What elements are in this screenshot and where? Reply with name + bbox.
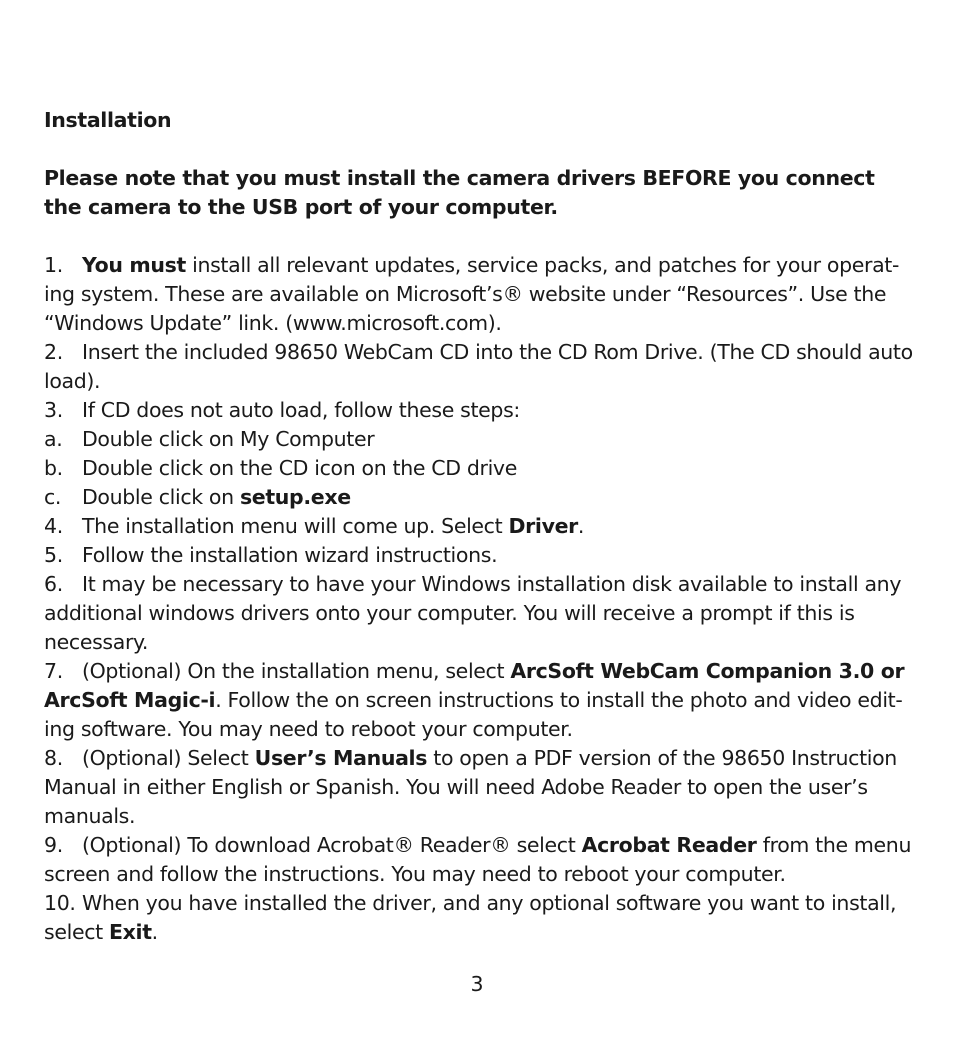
step-number: 9. bbox=[44, 833, 63, 857]
step-emphasis: Acrobat Reader bbox=[581, 833, 757, 857]
step-text: If CD does not auto load, follow these steps: bbox=[82, 398, 520, 422]
step-number: 6. bbox=[44, 572, 63, 596]
step-emphasis: setup.exe bbox=[239, 485, 351, 509]
step-number: 1. bbox=[44, 253, 63, 277]
step-3a bbox=[44, 425, 916, 454]
step-text-after: . bbox=[577, 514, 585, 538]
step-5 bbox=[44, 541, 916, 570]
step-text-after: from the menu screen and follow the instructions. You may need to reboot your computer. bbox=[44, 833, 912, 886]
step-1 bbox=[44, 251, 916, 338]
step-3 bbox=[44, 396, 916, 425]
step-emphasis: Exit bbox=[108, 920, 152, 944]
step-number: c. bbox=[44, 485, 62, 509]
step-9 bbox=[44, 831, 916, 889]
step-number: 8. bbox=[44, 746, 63, 770]
step-number: 2. bbox=[44, 340, 63, 364]
step-text: The installation menu will come up. Select bbox=[82, 514, 509, 538]
step-text: (Optional) Select bbox=[82, 746, 255, 770]
step-8 bbox=[44, 744, 916, 831]
page-number: 3 bbox=[470, 972, 484, 996]
step-number: 4. bbox=[44, 514, 63, 538]
step-text: (Optional) On the installation menu, select bbox=[82, 659, 511, 683]
step-text: Double click on the CD icon on the CD drive bbox=[82, 456, 517, 480]
step-number: b. bbox=[44, 456, 63, 480]
step-text-after: . bbox=[151, 920, 158, 944]
step-emphasis: You must bbox=[82, 253, 186, 277]
step-text: (Optional) To download Acrobat® Reader® select bbox=[82, 833, 582, 857]
step-text: install all relevant updates, service packs, and patches for your operat- ing system. These are available on Microsoft’s® website under “Resources”. Use the “Windows Update” link. (www.microsoft.com). bbox=[44, 253, 900, 335]
step-text: Double click on My Computer bbox=[82, 427, 375, 451]
step-number: 7. bbox=[44, 659, 63, 683]
step-emphasis: User’s Manuals bbox=[254, 746, 428, 770]
step-6 bbox=[44, 570, 916, 657]
step-emphasis: ArcSoft WebCam Companion 3.0 or ArcSoft Magic-i bbox=[44, 659, 905, 712]
step-3c bbox=[44, 483, 916, 512]
step-4 bbox=[44, 512, 916, 541]
step-number: a. bbox=[44, 427, 63, 451]
step-10 bbox=[44, 889, 916, 947]
step-text: Insert the included 98650 WebCam CD into the CD Rom Drive. (The CD should auto load). bbox=[44, 340, 913, 393]
step-3b bbox=[44, 454, 916, 483]
step-number: 10. bbox=[44, 891, 76, 915]
document-page bbox=[44, 106, 916, 947]
step-number: 3. bbox=[44, 398, 63, 422]
step-text: Double click on bbox=[82, 485, 240, 509]
step-number: 5. bbox=[44, 543, 63, 567]
section-heading: Installation bbox=[44, 108, 172, 132]
step-2 bbox=[44, 338, 916, 396]
step-emphasis: Driver bbox=[508, 514, 578, 538]
installation-steps bbox=[44, 251, 916, 947]
step-text: When you have installed the driver, and any optional software you want to install, select bbox=[44, 891, 897, 944]
step-text: Follow the installation wizard instructions. bbox=[82, 543, 498, 567]
step-text-after: . Follow the on screen instructions to install the photo and video edit- ing software. You may need to reboot your computer. bbox=[44, 688, 903, 741]
step-text-after: to open a PDF version of the 98650 Instruction Manual in either English or Spanish. You will need Adobe Reader to open the user’s manuals. bbox=[44, 746, 897, 828]
important-note: Please note that you must install the camera drivers BEFORE you connect the camera to the USB port of your computer. bbox=[44, 166, 875, 219]
step-7 bbox=[44, 657, 916, 744]
step-text: It may be necessary to have your Windows installation disk available to install any additional windows drivers onto your computer. You will receive a prompt if this is necessary. bbox=[44, 572, 902, 654]
